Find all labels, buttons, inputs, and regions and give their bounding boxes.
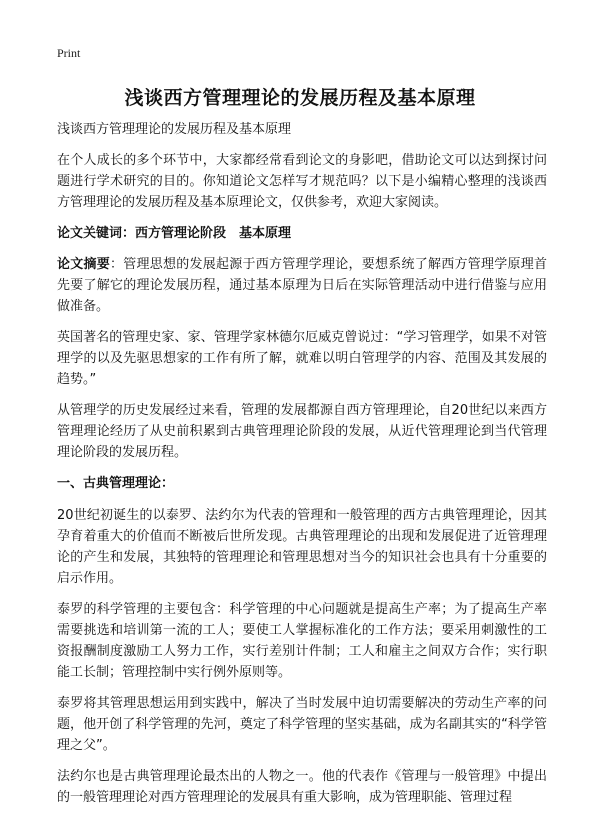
fayol-paragraph: 法约尔也是古典管理理论最杰出的人物之一。他的代表作《管理与一般管理》中提出的一般管理理论对西方管理理论的发展具有重大影响，成为管理职能、管理过程 [57, 769, 547, 805]
historian-quote-paragraph: 英国著名的管理史家、家、管理学家林德尔厄威克曾说过：“学习管理学，如果不对管理学的以及先驱思想家的工作有所了解，就难以明白管理学的内容、范围及其发展的趋势。” [57, 330, 547, 387]
print-link[interactable]: Print [57, 46, 81, 60]
history-paragraph: 从管理学的历史发展经过来看，管理的发展都源自西方管理理论，自20世纪以来西方管理理论经历了从史前积累到古典管理理论阶段的发展，从近代管理理论到当代管理理论阶段的发展历程。 [57, 403, 547, 460]
taylor-practice-paragraph: 泰罗将其管理思想运用到实践中，解决了当时发展中迫切需要解决的劳动生产率的问题，他开创了科学管理的先河，奠定了科学管理的坚实基础，成为名副其实的“科学管理之父”。 [57, 696, 547, 753]
intro-paragraph: 在个人成长的多个环节中，大家都经常看到论文的身影吧，借助论文可以达到探讨问题进行学术研究的目的。你知道论文怎样写才规范吗？以下是小编精心整理的浅谈西方管理理论的发展历程及基本原理论文，仅供参考，欢迎大家阅读。 [57, 153, 547, 210]
abstract-text: ：管理思想的发展起源于西方管理学理论，要想系统了解西方管理学原理首先要了解它的理论发展历程，通过基本原理为日后在实际管理活动中进行借鉴与应用做准备。 [57, 257, 547, 314]
abstract-label: 论文摘要 [57, 257, 110, 272]
page-title: 浅谈西方管理理论的发展历程及基本原理 [124, 87, 476, 109]
keywords-line: 论文关键词：西方管理论阶段 基本原理 [57, 226, 292, 241]
abstract-paragraph [57, 254, 547, 317]
classical-theory-paragraph: 20世纪初诞生的以泰罗、法约尔为代表的管理和一般管理的西方古典管理理论，因其孕育着重大的价值而不断被后世所发现。古典管理理论的出现和发展促进了近管理理论的产生和发展，其独特的管理理论和管理思想对当今的知识社会也具有十分重要的启示作用。 [57, 508, 547, 586]
section-heading-classical: 一、古典管理理论： [57, 476, 175, 491]
article-subtitle: 浅谈西方管理理论的发展历程及基本原理 [57, 122, 292, 137]
article-body [57, 119, 547, 818]
taylor-content-paragraph: 泰罗的科学管理的主要包含：科学管理的中心问题就是提高生产率；为了提高生产率需要挑选和培训第一流的工人；要使工人掌握标准化的工作方法；要采用刺激性的工资报酬制度激励工人努力工作，实行差别计件制；工人和雇主之间双方合作；实行职能工长制；管理控制中实行例外原则等。 [57, 602, 547, 680]
